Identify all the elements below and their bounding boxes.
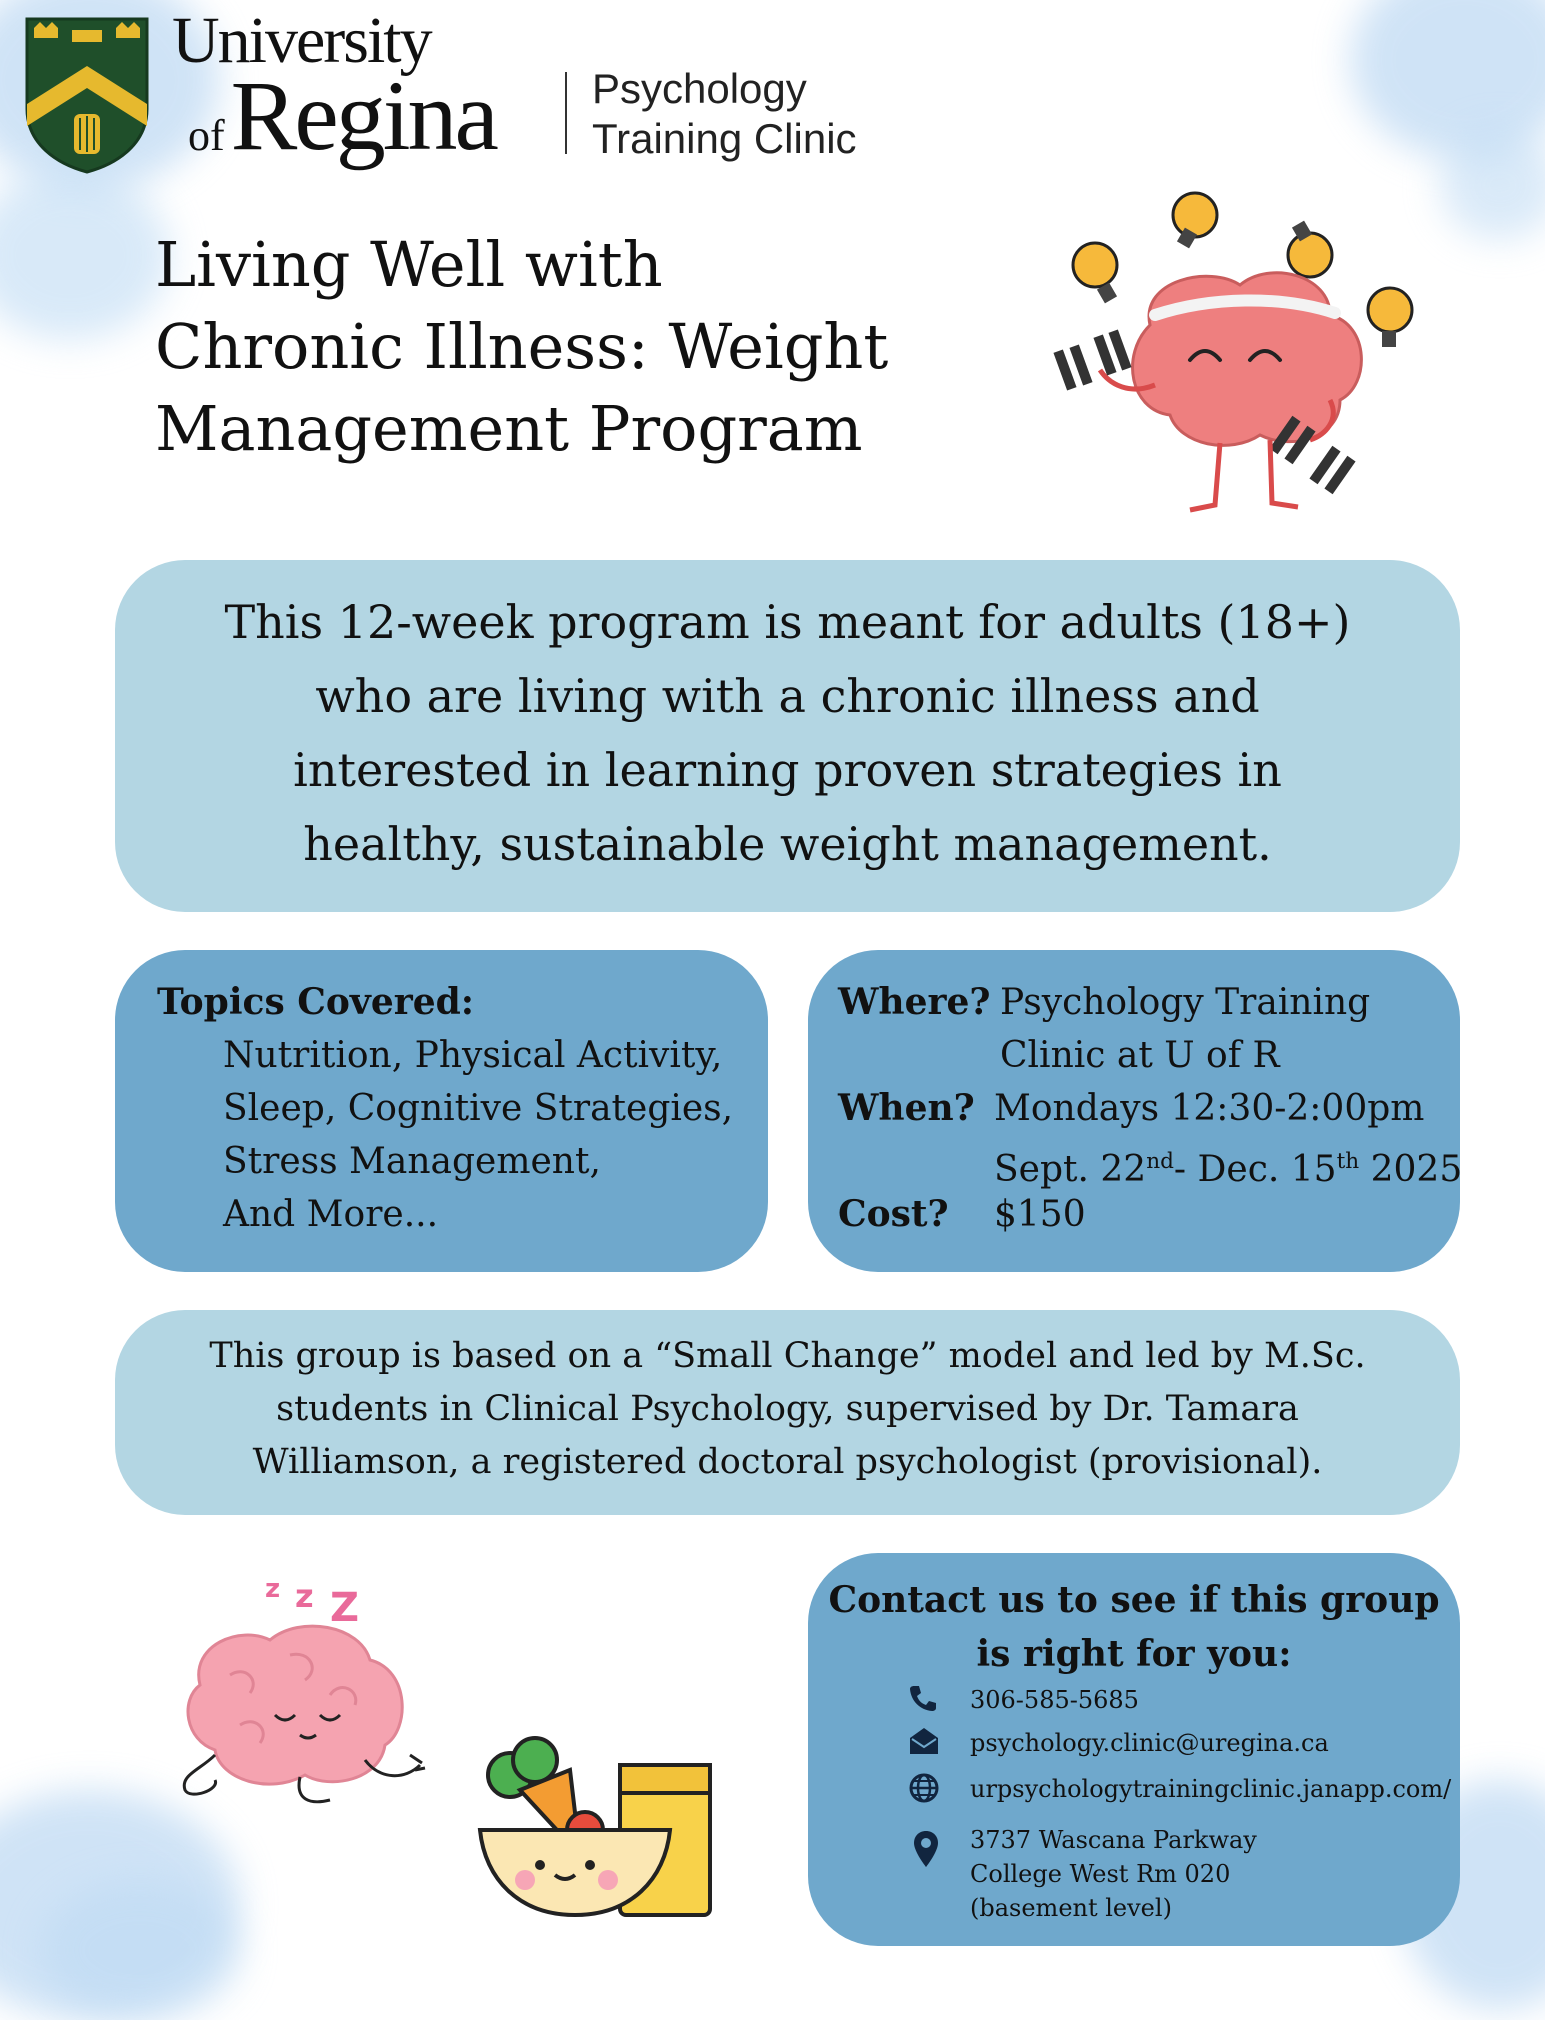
contact-address xyxy=(970,1823,1257,1925)
note-line3: Williamson, a registered doctoral psychologist (provisional). xyxy=(252,1442,1323,1482)
note-line2: students in Clinical Psychology, supervised by Dr. Tamara xyxy=(276,1389,1299,1429)
model-note-card xyxy=(115,1310,1460,1515)
title-line1: Living Well with xyxy=(155,228,663,301)
address-line3: (basement level) xyxy=(970,1894,1172,1922)
topics-heading: Topics Covered: xyxy=(157,981,475,1023)
where-label: Where? xyxy=(838,981,991,1023)
contact-heading-line1: Contact us to see if this group xyxy=(828,1579,1440,1621)
topic-item: And More... xyxy=(223,1194,439,1235)
intro-line4: healthy, sustainable weight management. xyxy=(303,817,1272,871)
envelope-icon xyxy=(908,1726,940,1760)
page-title xyxy=(155,224,888,470)
z-letter: Z xyxy=(330,1585,360,1631)
model-note-text xyxy=(115,1310,1460,1489)
exercising-brain-illustration xyxy=(1040,185,1430,529)
salad-bowl-illustration xyxy=(470,1720,730,1934)
address-line2: College West Rm 020 xyxy=(970,1860,1231,1888)
cost-value: $150 xyxy=(994,1194,1086,1235)
sleeping-brain-illustration xyxy=(170,1565,460,1839)
topics-list xyxy=(157,1029,733,1241)
header-divider xyxy=(565,72,567,154)
when-end-suffix: th xyxy=(1336,1149,1360,1174)
when-value-line1: Mondays 12:30-2:00pm xyxy=(994,1088,1425,1129)
intro-text xyxy=(115,560,1460,881)
contact-heading xyxy=(808,1573,1460,1681)
topics-card xyxy=(115,950,768,1272)
z-letter: z xyxy=(265,1574,281,1604)
clinic-name xyxy=(592,64,857,164)
details-card xyxy=(808,950,1463,1272)
title-line2: Chronic Illness: Weight xyxy=(155,310,889,383)
where-value-line1: Psychology Training xyxy=(1000,982,1371,1023)
contact-heading-line2: is right for you: xyxy=(976,1633,1292,1675)
contact-website[interactable]: urpsychologytrainingclinic.janapp.com/ xyxy=(970,1775,1452,1803)
address-line1: 3737 Wascana Parkway xyxy=(970,1826,1257,1854)
phone-icon xyxy=(908,1683,938,1717)
when-mid: - Dec. 15 xyxy=(1173,1149,1337,1190)
contact-card xyxy=(808,1553,1460,1946)
intro-line3: interested in learning proven strategies in xyxy=(293,743,1282,797)
map-pin-icon xyxy=(912,1829,940,1873)
note-line1: This group is based on a “Small Change” model and led by M.Sc. xyxy=(209,1336,1366,1376)
topic-item: Sleep, Cognitive Strategies, xyxy=(223,1088,734,1129)
cost-label: Cost? xyxy=(838,1193,949,1235)
clinic-name-line2: Training Clinic xyxy=(592,115,857,162)
when-value-line2 xyxy=(994,1135,1462,1196)
clinic-name-line1: Psychology xyxy=(592,65,807,112)
intro-line1: This 12-week program is meant for adults (18+) xyxy=(224,595,1351,649)
when-start: Sept. 22 xyxy=(994,1149,1147,1190)
intro-line2: who are living with a chronic illness and xyxy=(315,669,1260,723)
topic-item: Nutrition, Physical Activity, xyxy=(223,1035,723,1076)
where-value-line2: Clinic at U of R xyxy=(1000,1035,1280,1076)
contact-phone[interactable]: 306-585-5685 xyxy=(970,1686,1139,1714)
z-letter: z xyxy=(295,1577,314,1615)
title-line3: Management Program xyxy=(155,392,863,465)
topic-item: Stress Management, xyxy=(223,1141,601,1182)
contact-email[interactable]: psychology.clinic@uregina.ca xyxy=(970,1729,1329,1757)
when-start-suffix: nd xyxy=(1146,1149,1174,1174)
intro-card xyxy=(115,560,1460,912)
university-wordmark xyxy=(172,4,496,171)
when-label: When? xyxy=(838,1087,975,1129)
when-year: 2025 xyxy=(1359,1149,1463,1190)
university-crest xyxy=(22,14,152,178)
university-regina: Regina xyxy=(230,60,496,171)
globe-icon xyxy=(908,1772,940,1808)
university-of: of xyxy=(188,111,225,160)
university-word: University xyxy=(172,4,431,77)
